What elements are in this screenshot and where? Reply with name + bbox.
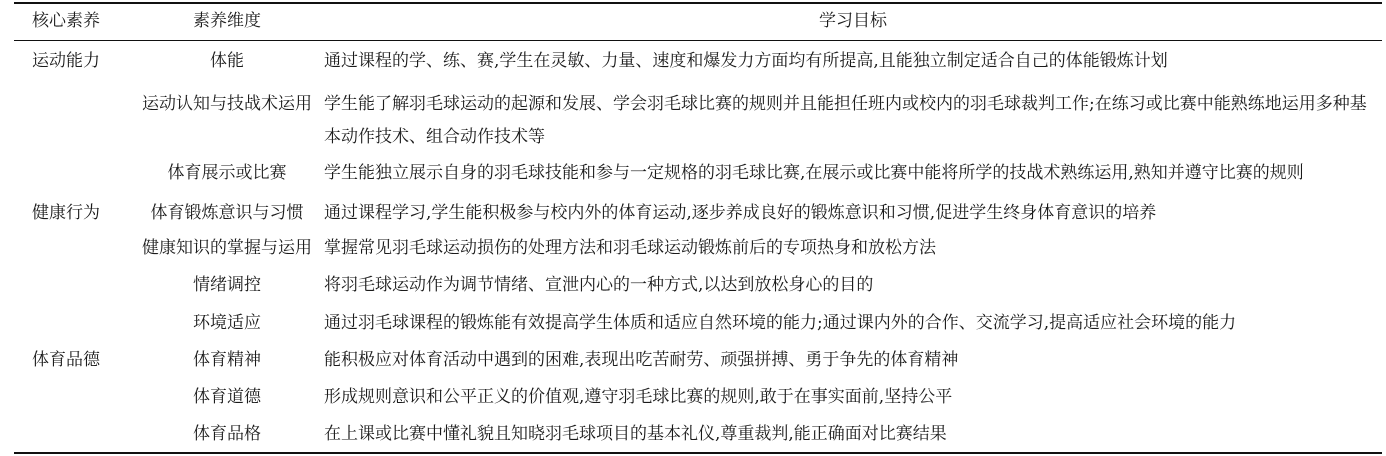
goal-cell: 学生能了解羽毛球运动的起源和发展、学会羽毛球比赛的规则并且能担任班内或校内的羽毛球裁判工作;在练习或比赛中能熟练地运用多种基本动作技术、组合动作技术等 <box>324 94 1367 147</box>
learning-goals-table <box>14 0 1382 456</box>
goal-cell: 掌握常见羽毛球运动损伤的处理方法和羽毛球运动锻炼前后的专项热身和放松方法 <box>324 238 936 258</box>
goal-cell: 通过课程学习,学生能积极参与校内外的体育运动,逐步养成良好的锻炼意识和习惯,促进学生终身体育意识的培养 <box>324 203 1157 223</box>
table-bottom-rule <box>14 452 1382 454</box>
dimension-cell: 体育道德 <box>193 387 261 407</box>
goal-cell: 学生能独立展示自身的羽毛球技能和参与一定规格的羽毛球比赛,在展示或比赛中能将所学的技战术熟练运用,熟知并遵守比赛的规则 <box>324 163 1304 183</box>
dimension-cell: 情绪调控 <box>193 275 261 295</box>
dimension-cell: 体能 <box>210 51 244 71</box>
dimension-cell: 环境适应 <box>193 313 261 333</box>
dimension-cell: 体育精神 <box>193 350 261 370</box>
table-top-rule <box>14 2 1382 4</box>
header-goal: 学习目标 <box>819 11 887 31</box>
goal-cell: 将羽毛球运动作为调节情绪、宣泄内心的一种方式,以达到放松身心的目的 <box>324 275 874 295</box>
core-competency-cell: 体育品德 <box>32 350 100 370</box>
dimension-cell: 体育锻炼意识与习惯 <box>150 203 304 223</box>
header-dimension: 素养维度 <box>193 11 261 31</box>
core-competency-cell: 健康行为 <box>32 203 100 223</box>
goal-cell: 通过课程的学、练、赛,学生在灵敏、力量、速度和爆发力方面均有所提高,且能独立制定适合自己的体能锻炼计划 <box>324 51 1168 71</box>
dimension-cell: 健康知识的掌握与运用 <box>142 238 312 258</box>
goal-cell: 在上课或比赛中懂礼貌且知晓羽毛球项目的基本礼仪,尊重裁判,能正确面对比赛结果 <box>324 424 947 444</box>
dimension-cell: 体育品格 <box>193 424 261 444</box>
dimension-cell: 体育展示或比赛 <box>167 163 287 183</box>
goal-cell: 能积极应对体育活动中遇到的困难,表现出吃苦耐劳、顽强拼搏、勇于争先的体育精神 <box>324 350 959 370</box>
dimension-cell: 运动认知与技战术运用 <box>142 94 312 114</box>
goal-cell: 形成规则意识和公平正义的价值观,遵守羽毛球比赛的规则,敢于在事实面前,坚持公平 <box>324 387 953 407</box>
goal-cell: 通过羽毛球课程的锻炼能有效提高学生体质和适应自然环境的能力;通过课内外的合作、交流学习,提高适应社会环境的能力 <box>324 313 1237 333</box>
core-competency-cell: 运动能力 <box>32 51 100 71</box>
header-core: 核心素养 <box>32 11 100 31</box>
table-header-rule <box>14 40 1382 41</box>
